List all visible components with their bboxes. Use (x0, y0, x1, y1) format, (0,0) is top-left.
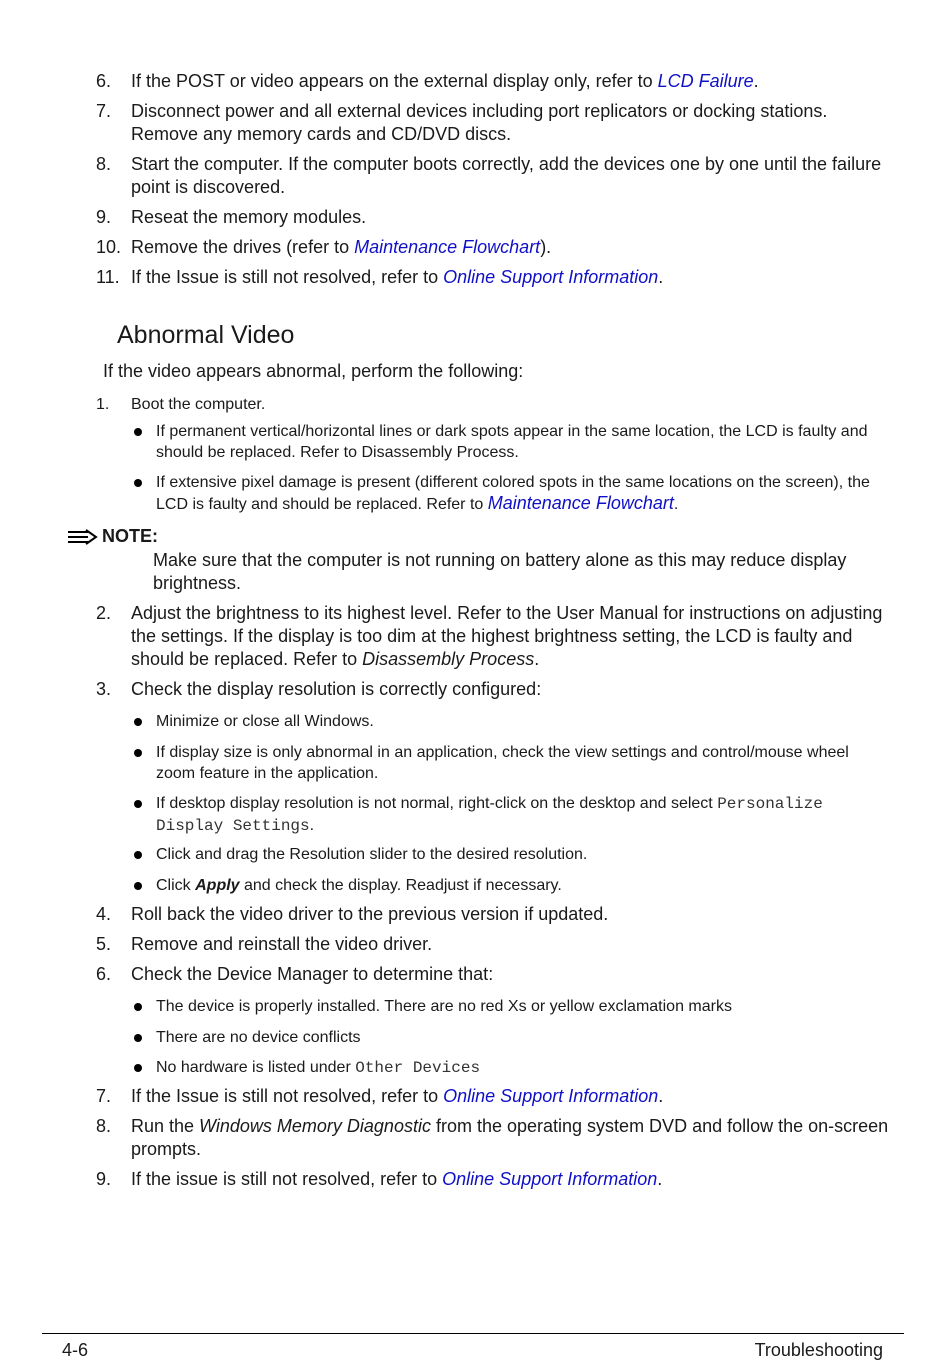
bullet-text-part: If desktop display resolution is not normal, right-click on the desktop and select (156, 795, 718, 812)
bullet-icon (134, 1064, 142, 1072)
memory-diagnostic-ref: Windows Memory Diagnostic (199, 1116, 431, 1136)
item-number: 7. (96, 1086, 112, 1106)
online-support-link[interactable]: Online Support Information (443, 267, 659, 287)
item-text-part: . (657, 1169, 663, 1189)
item-text-part: If the POST or video appears on the external display only, refer to (131, 71, 658, 91)
item-text-part: If the Issue is still not resolved, refer to (131, 1086, 444, 1106)
item-text: Reseat the memory modules. (131, 207, 367, 227)
bullet-text: If display size is only abnormal in an application, check the view settings and control/mouse wheel zoom feature in the application. (156, 744, 849, 782)
item-text (131, 70, 896, 93)
bullet-text: There are no device conflicts (156, 1029, 361, 1046)
bullet-text-part: . (673, 496, 679, 513)
item-number: 3. (96, 679, 112, 699)
bullet-text-part: . (309, 817, 315, 834)
item-text (131, 1085, 896, 1108)
item-number: 4. (96, 904, 112, 924)
online-support-link[interactable]: Online Support Information (443, 1086, 659, 1106)
item-text (131, 1115, 896, 1161)
bullet-icon (134, 1034, 142, 1042)
bullet-text-part: No hardware is listed under (156, 1059, 356, 1076)
page-number: 4-6 (62, 1340, 89, 1360)
item-text-part: If the Issue is still not resolved, refer to (131, 267, 444, 287)
bullet-text-part: Click (156, 877, 196, 894)
note-pencil-icon (68, 529, 98, 545)
bullet-text: Minimize or close all Windows. (156, 713, 374, 730)
item-text-part: If the issue is still not resolved, refer to (131, 1169, 443, 1189)
item-number: 6. (96, 71, 112, 91)
item-text-part: . (534, 649, 540, 669)
bullet-text (156, 793, 882, 837)
bullet-icon (134, 882, 142, 890)
apply-ref: Apply (195, 877, 240, 894)
item-text: Disconnect power and all external devices including port replicators or docking stations. Remove any memory cards and CD/DVD discs. (131, 101, 828, 144)
item-number: 10. (96, 237, 122, 257)
bullet-text: Click and drag the Resolution slider to the desired resolution. (156, 846, 588, 863)
item-number: 6. (96, 964, 112, 984)
item-text: Roll back the video driver to the previous version if updated. (131, 904, 609, 924)
item-text-part: ). (540, 237, 552, 257)
section-heading: Abnormal Video (117, 321, 295, 349)
note-body: Make sure that the computer is not running on battery alone as this may reduce display brightness. (153, 550, 847, 593)
item-text: Start the computer. If the computer boots correctly, add the devices one by one until the failure point is discovered. (131, 154, 882, 197)
footer-divider (42, 1333, 904, 1334)
item-text (131, 236, 896, 259)
item-number: 8. (96, 1116, 112, 1136)
maintenance-flowchart-link[interactable]: Maintenance Flowchart (354, 237, 541, 257)
item-number: 2. (96, 603, 112, 623)
item-text-part: . (753, 71, 759, 91)
bullet-text-part: If extensive pixel damage is present (different colored spots in the same locations on the screen), the LCD is faulty and should be replaced. Refer to (156, 474, 870, 513)
item-text: Check the display resolution is correctly configured: (131, 679, 542, 699)
item-text: Check the Device Manager to determine that: (131, 964, 494, 984)
item-number: 8. (96, 154, 112, 174)
bullet-text (156, 1057, 882, 1079)
item-text (131, 1168, 896, 1191)
bullet-icon (134, 428, 142, 436)
bullet-icon (134, 851, 142, 859)
item-text-part: . (658, 267, 664, 287)
item-text-part: . (658, 1086, 664, 1106)
online-support-link[interactable]: Online Support Information (442, 1169, 658, 1189)
item-number: 11. (96, 267, 120, 287)
item-number: 7. (96, 101, 112, 121)
lcd-failure-link[interactable]: LCD Failure (657, 71, 754, 91)
other-devices-ref: Other Devices (355, 1059, 481, 1077)
bullet-icon (134, 749, 142, 757)
item-text-part: from the operating system DVD and follow the on-screen prompts. (131, 1116, 889, 1159)
bullet-text: If permanent vertical/horizontal lines or dark spots appear in the same location, the LCD is faulty and should be replaced. Refer to Disassembly Process. (156, 423, 868, 461)
personalize-display-settings-ref: Personalize Display Settings (156, 795, 823, 835)
item-text-part: Remove the drives (refer to (131, 237, 355, 257)
item-text (131, 602, 896, 671)
bullet-icon (134, 718, 142, 726)
item-text-part: Run the (131, 1116, 200, 1136)
footer-section-title: Troubleshooting (754, 1340, 883, 1360)
bullet-text-part: and check the display. Readjust if necessary. (239, 877, 562, 894)
item-number: 5. (96, 934, 112, 954)
bullet-text (156, 875, 882, 896)
note-label: NOTE: (102, 526, 158, 546)
bullet-icon (134, 800, 142, 808)
section-intro: If the video appears abnormal, perform the following: (103, 361, 524, 381)
item-number: 1. (96, 396, 110, 413)
disassembly-process-ref: Disassembly Process (362, 649, 535, 669)
item-number: 9. (96, 1169, 112, 1189)
bullet-icon (134, 1003, 142, 1011)
item-number: 9. (96, 207, 112, 227)
item-text: Boot the computer. (131, 396, 266, 413)
bullet-icon (134, 479, 142, 487)
item-text (131, 266, 896, 289)
item-text-part: Adjust the brightness to its highest level. Refer to the User Manual for instructions on adjusting the settings. If the display is too dim at the highest brightness setting, the LCD is faulty and should be replaced. Refer to (131, 603, 883, 669)
bullet-text: The device is properly installed. There are no red Xs or yellow exclamation marks (156, 998, 732, 1015)
item-text: Remove and reinstall the video driver. (131, 934, 433, 954)
bullet-text (156, 472, 882, 515)
maintenance-flowchart-link[interactable]: Maintenance Flowchart (487, 493, 674, 513)
